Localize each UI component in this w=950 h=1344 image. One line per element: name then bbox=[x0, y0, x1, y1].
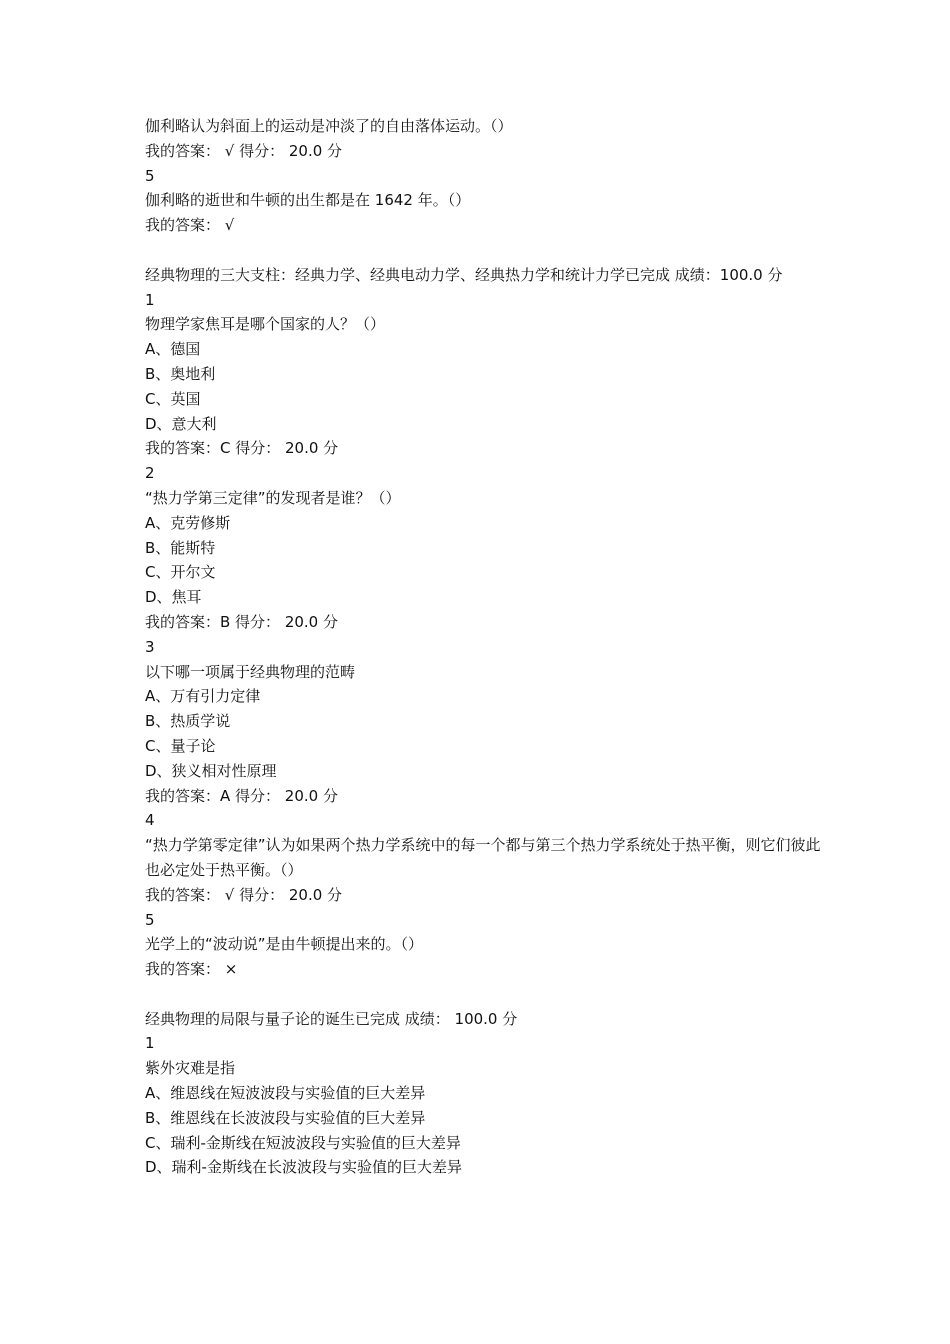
question-text: 物理学家焦耳是哪个国家的人？（） bbox=[145, 315, 386, 334]
question-number: 1 bbox=[145, 290, 155, 309]
document-page bbox=[145, 114, 825, 1180]
question-text: 伽利略认为斜面上的运动是冲淡了的自由落体运动。（） bbox=[145, 117, 513, 135]
option-c: C、开尔文 bbox=[145, 563, 216, 582]
option-a: A、克劳修斯 bbox=[145, 513, 231, 532]
option-d: D、焦耳 bbox=[145, 588, 202, 607]
answer-score-line: 我的答案： √ 得分： 20.0 分 bbox=[145, 885, 343, 904]
question-text: 光学上的“波动说”是由牛顿提出来的。（） bbox=[145, 935, 424, 954]
question-text: “热力学第零定律”认为如果两个热力学系统中的每一个都与第三个热力学系统处于热平衡，则它们彼此也必定处于热平衡。（） bbox=[145, 836, 821, 879]
section-heading: 经典物理的三大支柱：经典力学、经典电动力学、经典热力学和统计力学已完成 成绩：100.0 分 bbox=[145, 265, 783, 284]
section-spacer bbox=[145, 982, 825, 1007]
answer-score-line: 我的答案： √ 得分： 20.0 分 bbox=[145, 141, 343, 160]
question-text: 伽利略的逝世和牛顿的出生都是在 1642 年。（） bbox=[145, 191, 471, 210]
question-text: “热力学第三定律”的发现者是谁？（） bbox=[145, 488, 401, 507]
option-d: D、瑞利-金斯线在长波波段与实验值的巨大差异 bbox=[145, 1158, 462, 1177]
option-d: D、狭义相对性原理 bbox=[145, 761, 277, 780]
option-a: A、万有引力定律 bbox=[145, 687, 261, 706]
question-number: 3 bbox=[145, 637, 155, 656]
question-text: 紫外灾难是指 bbox=[145, 1059, 236, 1078]
question-number: 5 bbox=[145, 910, 155, 929]
option-c: C、瑞利-金斯线在短波波段与实验值的巨大差异 bbox=[145, 1133, 461, 1152]
option-c: C、量子论 bbox=[145, 736, 216, 755]
answer-line: 我的答案： × bbox=[145, 960, 238, 979]
question-number: 1 bbox=[145, 1034, 155, 1053]
question-text: 以下哪一项属于经典物理的范畴 bbox=[145, 662, 356, 681]
option-a: A、维恩线在短波波段与实验值的巨大差异 bbox=[145, 1084, 426, 1103]
answer-score-line: 我的答案：C 得分： 20.0 分 bbox=[145, 439, 339, 458]
answer-score-line: 我的答案：A 得分： 20.0 分 bbox=[145, 786, 338, 805]
option-d: D、意大利 bbox=[145, 414, 217, 433]
option-b: B、维恩线在长波波段与实验值的巨大差异 bbox=[145, 1108, 426, 1127]
option-b: B、热质学说 bbox=[145, 712, 231, 731]
question-number: 5 bbox=[145, 166, 155, 185]
section-heading: 经典物理的局限与量子论的诞生已完成 成绩： 100.0 分 bbox=[145, 1009, 518, 1028]
answer-line: 我的答案： √ bbox=[145, 216, 235, 235]
option-b: B、奥地利 bbox=[145, 364, 216, 383]
section-spacer bbox=[145, 238, 825, 263]
option-a: A、德国 bbox=[145, 340, 201, 359]
question-number: 4 bbox=[145, 811, 155, 830]
option-c: C、英国 bbox=[145, 389, 201, 408]
answer-score-line: 我的答案：B 得分： 20.0 分 bbox=[145, 612, 338, 631]
option-b: B、能斯特 bbox=[145, 538, 216, 557]
question-number: 2 bbox=[145, 464, 155, 483]
